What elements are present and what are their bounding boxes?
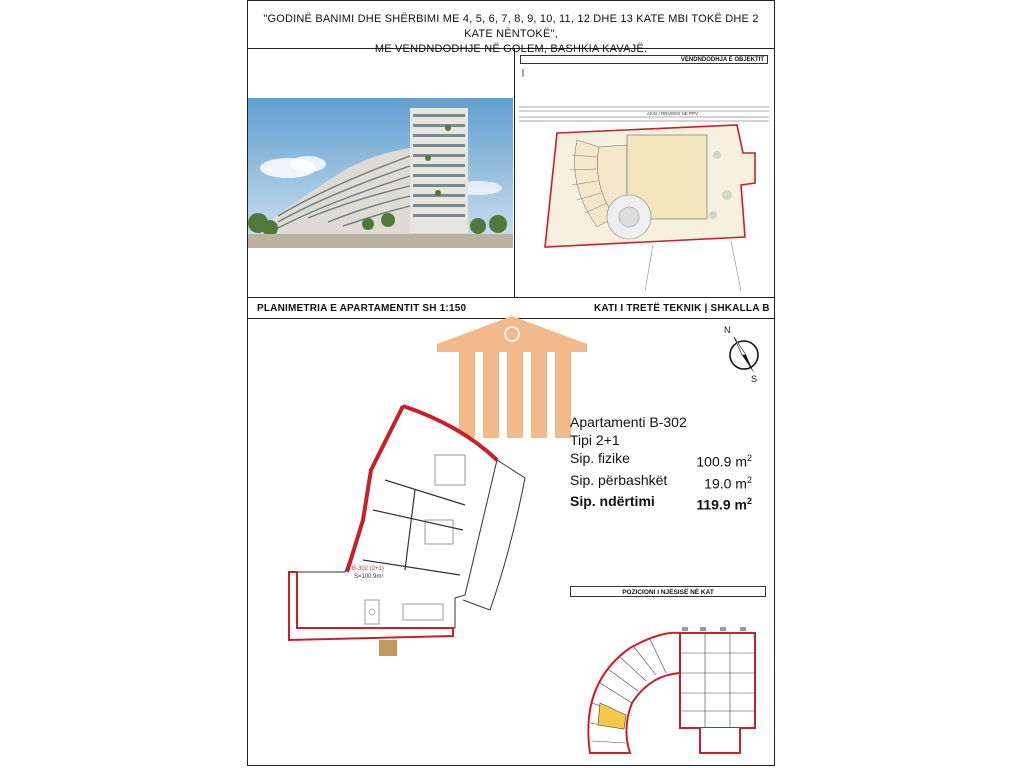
area-value: 100.9 $m^2$ [696,453,752,470]
apartment-info [570,413,752,514]
floor-stair-title: KATI I TRETË TEKNIK | SHKALLA B [594,303,770,314]
divider [247,297,775,298]
plan-section-title: PLANIMETRIA E APARTAMENTIT SH 1:150 [257,303,467,314]
area-value: 119.9 $m^2$ [696,496,752,513]
area-row-physical [570,449,752,471]
divider [514,48,515,297]
project-title [250,12,772,57]
floor-key-map [570,603,770,763]
site-plan [517,55,771,295]
area-label: Sip. përbashkët [570,471,668,488]
road-label: AKSI I RRUGES NE PPV [647,111,699,116]
apartment-type: Tipi 2+1 [570,432,620,448]
unit-code-label: B-302 (2+1) [352,566,384,572]
project-title-line2: ME VENDNDODHJE NË GOLEM, BASHKIA KAVAJË. [374,43,648,55]
compass-north-label: N [724,325,731,335]
area-label: Sip. fizike [570,450,630,466]
apartment-floor-plan [275,400,535,660]
site-location-label: VENDNDODHJA E OBJEKTIT [520,55,768,64]
area-row-common [570,471,752,493]
compass-south-label: S [751,374,758,384]
project-title-line1: "GODINË BANIMI DHE SHËRBIMI ME 4, 5, 6, 7, 8, 9, 10, 11, 12 DHE 13 KATE MBI TOKË DHE 2 KATE NËNTOKË", [263,13,759,40]
area-label: Sip. ndërtimi [570,493,655,510]
building-rendering [248,98,513,248]
unit-position-label: POZICIONI I NJËSISË NË KAT [570,586,766,597]
unit-area-label: S=100.9m² [354,574,384,580]
area-value: 19.0 $m^2$ [704,474,752,492]
apartment-name: Apartamenti B-302 [570,414,687,430]
area-row-construction [570,492,752,514]
